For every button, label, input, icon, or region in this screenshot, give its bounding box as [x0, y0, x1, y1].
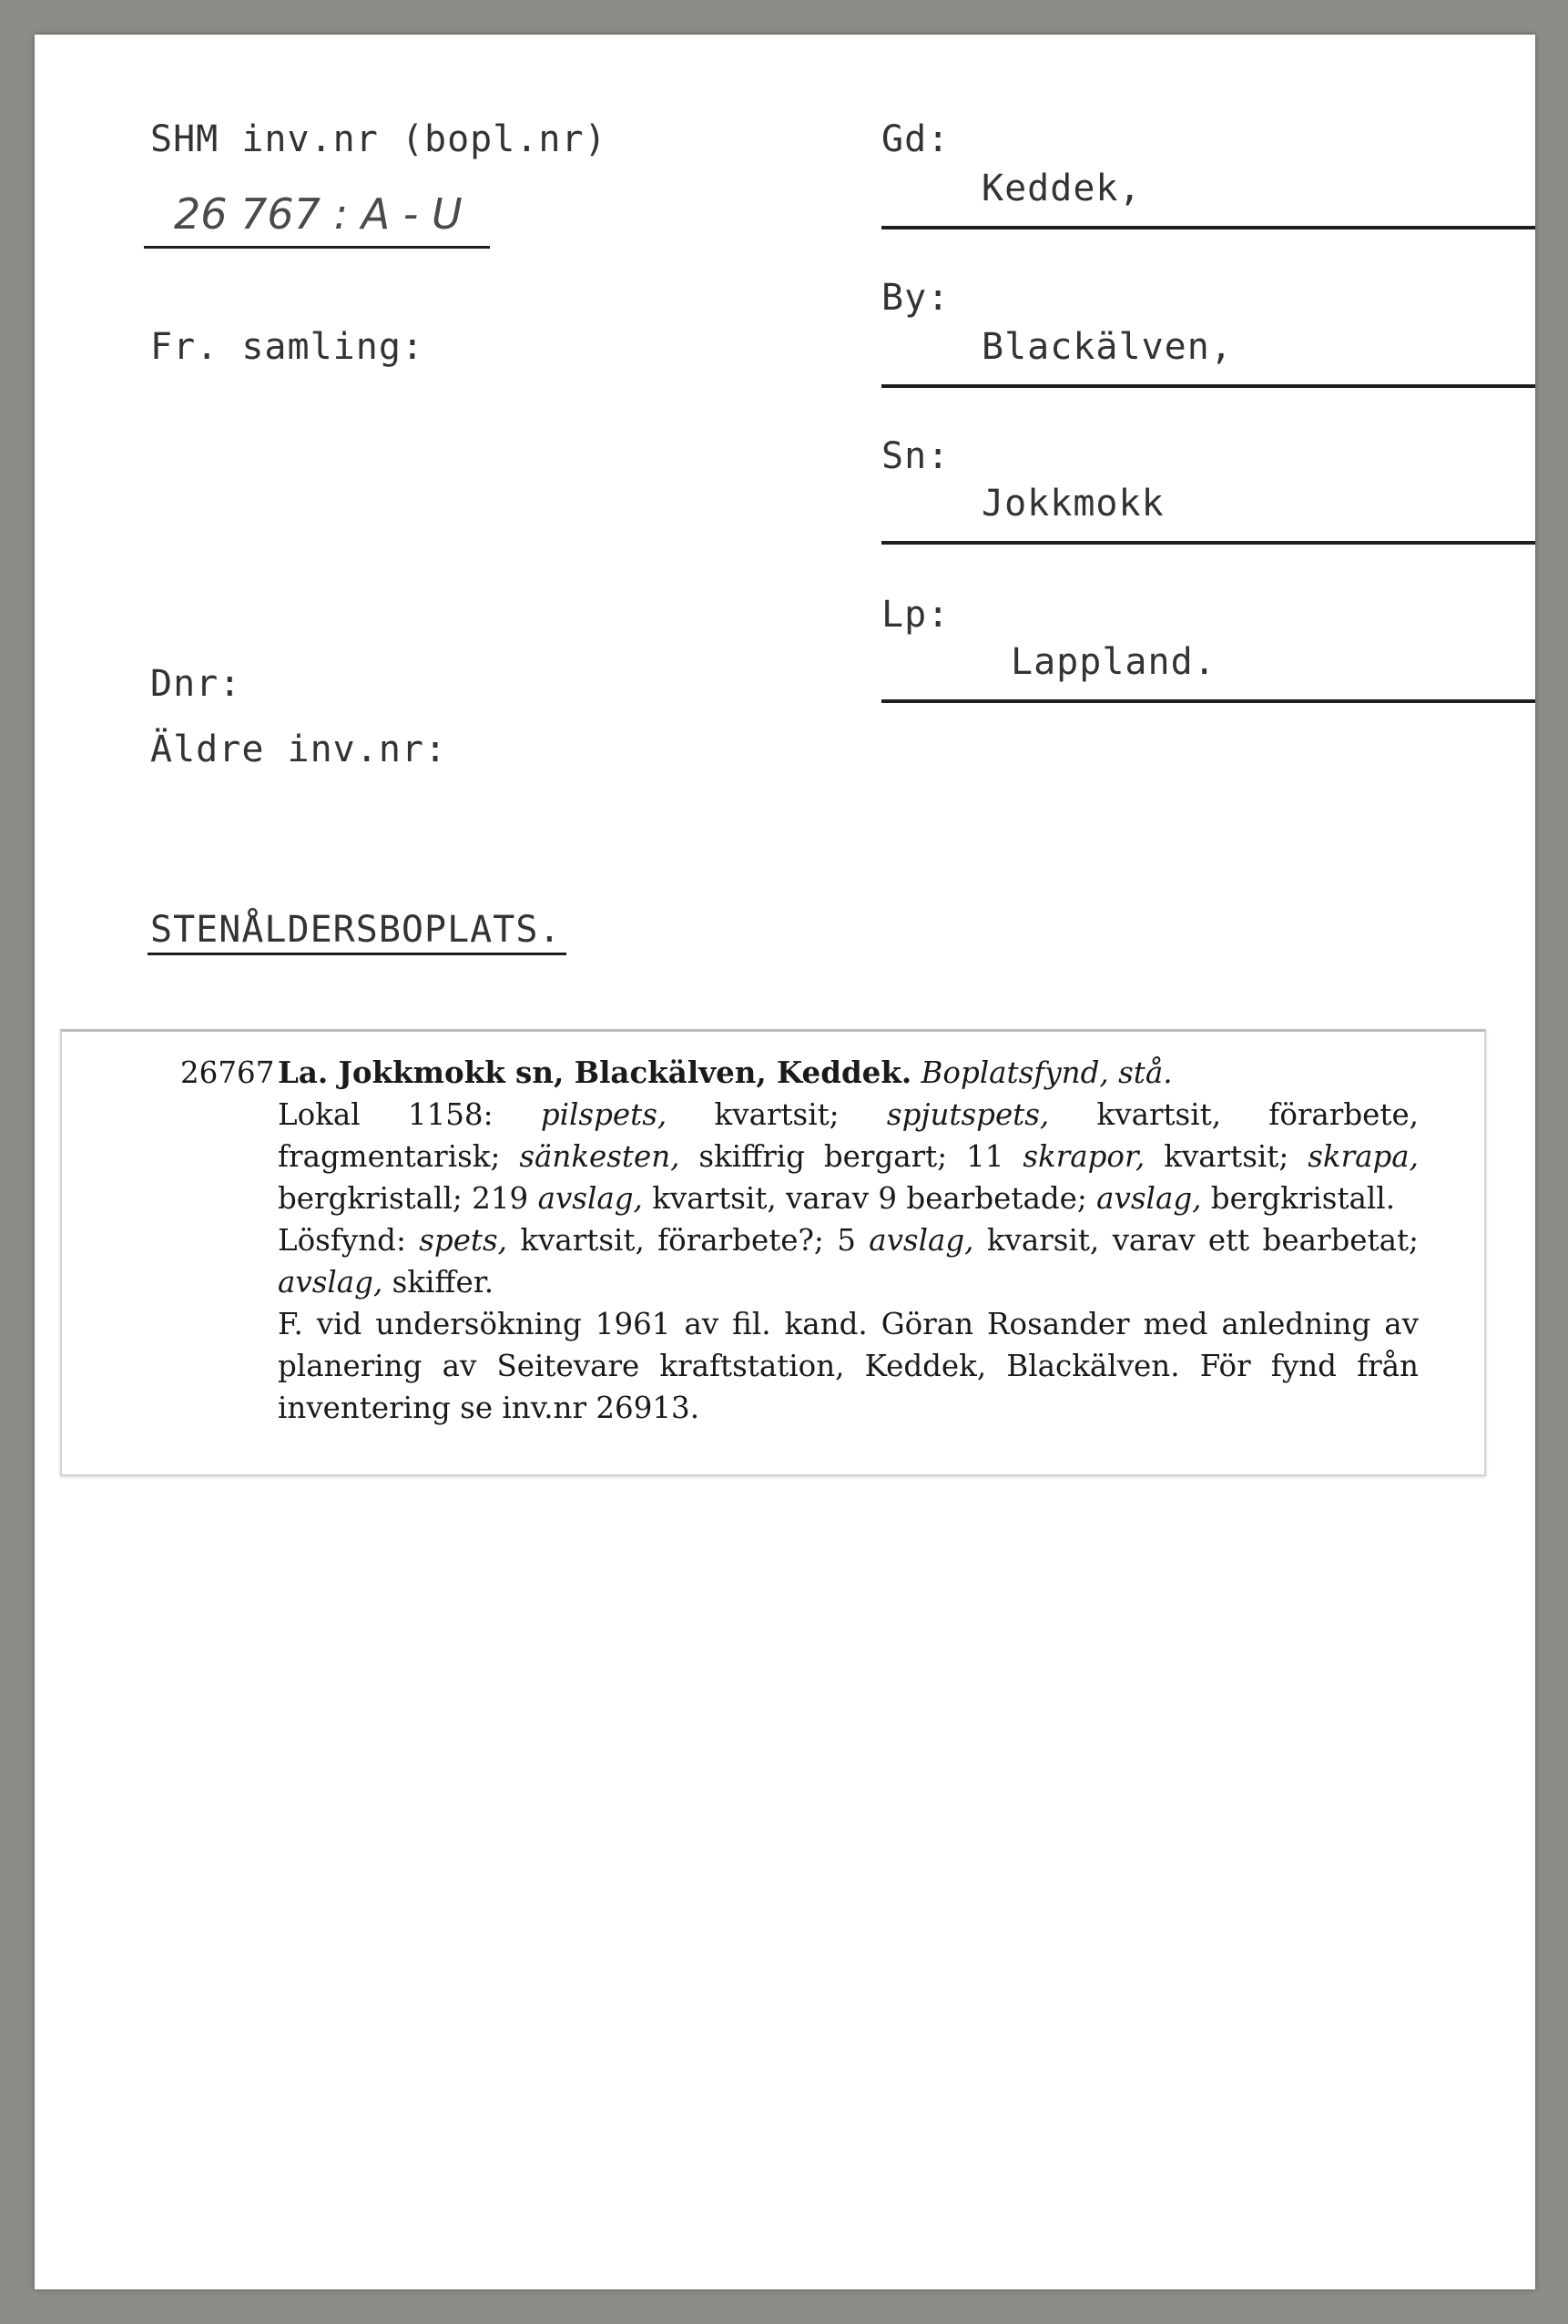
sn-rule [881, 541, 1535, 545]
gd-value: Keddek, [982, 168, 1142, 209]
lp-value: Lappland. [1011, 641, 1217, 683]
slip-italic-run: spets, [419, 1223, 508, 1258]
slip-italic-run: spjutspets, [886, 1097, 1050, 1132]
slip-text-run: kvartsit, förarbete, fragmentarisk; [278, 1097, 1420, 1174]
by-rule [881, 384, 1535, 388]
slip-text-run: kvartsit, förarbete?; 5 [507, 1223, 870, 1258]
site-type-heading: STENÅLDERSBOPLATS. [150, 909, 562, 951]
slip-text-run: bergkristall; 219 [278, 1181, 538, 1216]
sn-value: Jokkmokk [982, 483, 1165, 525]
slip-italic-run: skrapa, [1308, 1139, 1420, 1174]
slip-text-run: kvartsit, varav 9 bearbetade; [642, 1181, 1097, 1216]
fr-samling-label: Fr. samling: [150, 326, 424, 368]
slip-losfynd-paragraph [180, 1219, 1419, 1303]
slip-text-run: kvartsit; [667, 1097, 887, 1132]
slip-text-run: kvartsit; [1145, 1139, 1308, 1174]
slip-italic-run: avslag, [869, 1223, 974, 1258]
catalog-card [35, 35, 1535, 2289]
by-value: Blackälven, [982, 326, 1233, 368]
slip-italic-run: avslag, [278, 1265, 383, 1300]
slip-italic-run: pilspets, [540, 1097, 667, 1132]
pasted-catalog-slip [60, 1029, 1486, 1476]
slip-italic-run: avslag, [537, 1181, 643, 1216]
gd-label: Gd: [881, 118, 951, 160]
slip-text-run: Lokal 1158: [278, 1097, 541, 1132]
inv-number-underline [144, 246, 490, 249]
by-label: By: [881, 277, 951, 319]
inv-number-label: SHM inv.nr (bopl.nr) [150, 118, 607, 160]
sn-label: Sn: [881, 435, 951, 477]
slip-number: 26767 [180, 1055, 275, 1090]
lp-label: Lp: [881, 594, 951, 636]
dnr-label: Dnr: [150, 663, 242, 705]
slip-italic-run: skrapor, [1023, 1139, 1145, 1174]
lp-rule [881, 699, 1535, 703]
slip-text-run: skiffrig bergart; 11 [679, 1139, 1023, 1174]
slip-text-run: bergkristall. [1201, 1181, 1396, 1216]
site-type-underline [148, 953, 566, 955]
gd-rule [881, 226, 1535, 229]
slip-heading-bold: La. Jokkmokk sn, Blackälven, Keddek. [278, 1055, 912, 1090]
slip-heading-italic: Boplatsfynd, stå. [921, 1055, 1173, 1090]
slip-lokal-paragraph [180, 1094, 1419, 1219]
slip-text-run: Lösfynd: [278, 1223, 420, 1258]
slip-text-run: kvarsit, varav ett bearbetat; [973, 1223, 1419, 1258]
slip-text [180, 1052, 1419, 1429]
slip-found-paragraph: F. vid undersökning 1961 av fil. kand. Göran Rosander med anledning av planering av Seitevare kraftstation, Keddek, Blackälven. För fynd från inventering se inv.nr 26913. [278, 1307, 1419, 1425]
slip-italic-run: avslag, [1096, 1181, 1202, 1216]
slip-italic-run: sänkesten, [519, 1139, 680, 1174]
aldre-inv-label: Äldre inv.nr: [150, 729, 448, 770]
inv-number-value: 26 767 : A - U [174, 189, 463, 239]
slip-text-run: skiffer. [382, 1265, 494, 1300]
slip-heading [180, 1052, 1419, 1094]
